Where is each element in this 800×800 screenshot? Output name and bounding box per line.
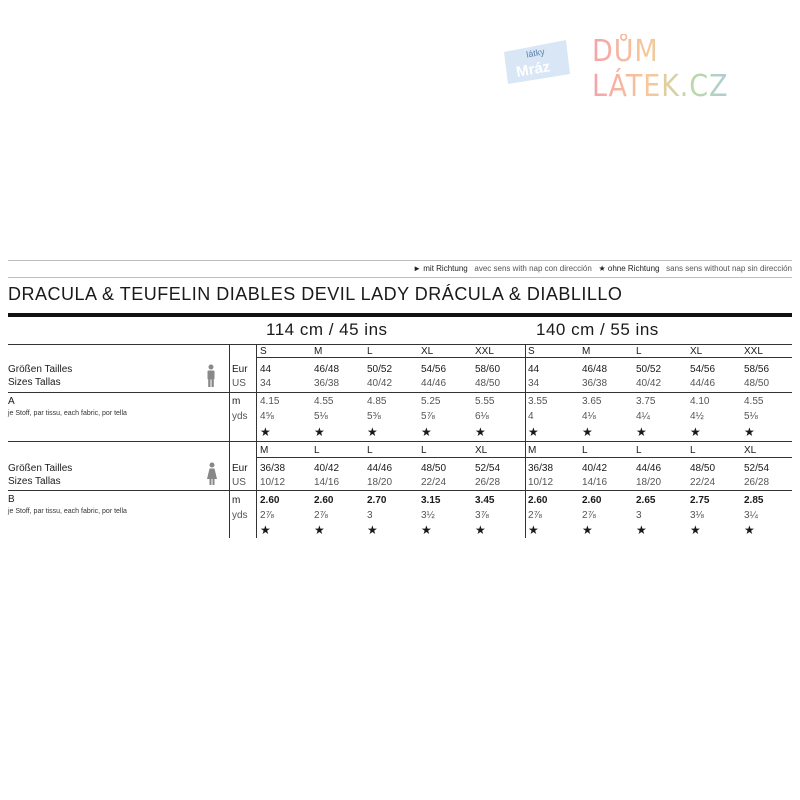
section-b-eur-140-cell: 44/46 [636, 463, 662, 474]
section-a-us-114-cell: 48/50 [475, 378, 501, 389]
grid-line [8, 392, 792, 393]
section-a-us-140-cell: 48/50 [744, 378, 770, 389]
section-a-letters-140-cell: XL [690, 346, 703, 357]
section-b-us-140-cell: 18/20 [636, 477, 662, 488]
section-a-letters-114-cell: M [314, 346, 323, 357]
section-b-m-114-cell: 3.15 [421, 495, 441, 506]
section-a-eur-140-cell: 50/52 [636, 364, 662, 375]
section-b-eur-140-cell: 40/42 [582, 463, 608, 474]
section-b-letters-140-cell: L [636, 445, 642, 456]
width-140-header: 140 cm / 55 ins [536, 320, 659, 339]
section-b-eur-140-cell: 36/38 [528, 463, 554, 474]
section-a-stars-114-cell: ★ [314, 425, 325, 439]
section-a-yds-140-cell: 4 [528, 411, 534, 422]
section-a-eur-114-cell: 50/52 [367, 364, 393, 375]
section-a-stars-114-cell: ★ [421, 425, 432, 439]
section-b-letters-114-cell: L [314, 445, 320, 456]
section-a-us-140-cell: 40/42 [636, 378, 662, 389]
section-b-letters-140-cell: XL [744, 445, 757, 456]
section-b-eur-114-cell: 48/50 [421, 463, 447, 474]
section-a-m-140-cell: 3.65 [582, 396, 602, 407]
section-b-letters-140-cell: L [690, 445, 696, 456]
section-a-stars-140-cell: ★ [690, 425, 701, 439]
section-b-yds-114-cell: 3⅞ [475, 510, 489, 521]
section-b-stars-114-cell: ★ [260, 523, 271, 537]
section-b-us-140-cell: 14/16 [582, 477, 608, 488]
section-a-stars-114-cell: ★ [260, 425, 271, 439]
section-a-m-114-cell: 5.25 [421, 396, 441, 407]
section-b-yds-114-cell: 3½ [421, 510, 435, 521]
section-b-m-140-cell: 2.65 [636, 495, 656, 506]
section-b-stars-114-cell: ★ [314, 523, 325, 537]
section-a-yds-140-cell: 4⅛ [582, 411, 596, 422]
grid-line [8, 490, 792, 491]
section-a-m-114-cell: 4.15 [260, 396, 280, 407]
section-a-stars-140-cell: ★ [744, 425, 755, 439]
man-figure-icon [205, 364, 217, 388]
section-b-yds-140-cell: 2⅞ [528, 510, 542, 521]
legend-rule [8, 277, 792, 278]
section-b-eur-140-cell: 52/54 [744, 463, 770, 474]
section-a-m-140-cell: 3.55 [528, 396, 548, 407]
section-b-eur-114-cell: 52/54 [475, 463, 501, 474]
eur-unit-b: Eur [232, 463, 248, 474]
section-a-yds-114-cell: 4⅝ [260, 411, 274, 422]
section-b-us-114-cell: 10/12 [260, 477, 286, 488]
section-b-us-140-cell: 26/28 [744, 477, 770, 488]
section-b-m-114-cell: 2.60 [314, 495, 334, 506]
section-b-yds-140-cell: 3 [636, 510, 642, 521]
section-b-letters-140-cell: L [582, 445, 588, 456]
grid-line [8, 441, 792, 442]
section-b-m-114-cell: 3.45 [475, 495, 495, 506]
section-a-us-114-cell: 36/38 [314, 378, 340, 389]
section-a-us-114-cell: 34 [260, 378, 272, 389]
section-a-yds-140-cell: 4½ [690, 411, 704, 422]
section-b-yds-140-cell: 2⅞ [582, 510, 596, 521]
section-b-m-140-cell: 2.60 [582, 495, 602, 506]
eur-unit-a: Eur [232, 364, 248, 375]
section-b-us-114-cell: 18/20 [367, 477, 393, 488]
section-b-m-140-cell: 2.85 [744, 495, 764, 506]
section-a-yds-140-cell: 4¼ [636, 411, 650, 422]
pattern-title: DRACULA & TEUFELIN DIABLES DEVIL LADY DRÁCULA & DIABLILLO [8, 284, 623, 304]
section-b-eur-140-cell: 48/50 [690, 463, 716, 474]
nap-label-de: mit Richtung [423, 264, 468, 273]
section-b-yds-114-cell: 2⅞ [314, 510, 328, 521]
grid-line [256, 357, 792, 358]
section-a-us-114-cell: 40/42 [367, 378, 393, 389]
section-b-m-114-cell: 2.70 [367, 495, 387, 506]
section-b-m-114-cell: 2.60 [260, 495, 280, 506]
section-a-eur-140-cell: 44 [528, 364, 540, 375]
yds-unit-a: yds [232, 411, 248, 422]
section-b-us-114-cell: 26/28 [475, 477, 501, 488]
sizes-label-b-2: Sizes Tallas [8, 476, 61, 487]
section-b-yds-140-cell: 3¼ [744, 510, 758, 521]
section-a-us-140-cell: 36/38 [582, 378, 608, 389]
section-b-letters-114-cell: L [367, 445, 373, 456]
section-a-letters-114-cell: XL [421, 346, 434, 357]
section-a-letters-114-cell: L [367, 346, 373, 357]
section-b-stars-114-cell: ★ [421, 523, 432, 537]
section-a-letters-140-cell: L [636, 346, 642, 357]
latky-mraz-logo [500, 34, 572, 86]
section-a-letters-114-cell: XXL [475, 346, 494, 357]
section-b-m-140-cell: 2.60 [528, 495, 548, 506]
view-a-label: A [8, 396, 15, 407]
section-b-us-114-cell: 22/24 [421, 477, 447, 488]
section-a-m-114-cell: 4.55 [314, 396, 334, 407]
section-a-eur-140-cell: 54/56 [690, 364, 716, 375]
section-b-letters-140-cell: M [528, 445, 537, 456]
section-a-yds-114-cell: 5⅜ [367, 411, 381, 422]
section-a-eur-114-cell: 46/48 [314, 364, 340, 375]
dum-latek-logo: DŮM LÁTEK.CZ [592, 34, 779, 104]
section-b-stars-140-cell: ★ [636, 523, 647, 537]
nonap-marker: ★ [598, 264, 606, 273]
section-a-stars-140-cell: ★ [582, 425, 593, 439]
sizes-label-a-2: Sizes Tallas [8, 377, 61, 388]
section-a-eur-114-cell: 58/60 [475, 364, 501, 375]
section-b-yds-140-cell: 3⅛ [690, 510, 704, 521]
section-a-eur-140-cell: 46/48 [582, 364, 608, 375]
section-b-m-140-cell: 2.75 [690, 495, 710, 506]
nonap-label-de: ohne Richtung [607, 264, 660, 273]
section-a-eur-114-cell: 44 [260, 364, 272, 375]
section-a-stars-114-cell: ★ [475, 425, 486, 439]
section-a-m-140-cell: 4.55 [744, 396, 764, 407]
section-a-stars-114-cell: ★ [367, 425, 378, 439]
section-a-us-140-cell: 34 [528, 378, 540, 389]
yds-unit-b: yds [232, 510, 248, 521]
section-a-eur-114-cell: 54/56 [421, 364, 447, 375]
section-b-yds-114-cell: 2⅞ [260, 510, 274, 521]
section-a-yds-114-cell: 5⅛ [314, 411, 328, 422]
section-b-letters-114-cell: XL [475, 445, 488, 456]
section-a-m-140-cell: 4.10 [690, 396, 710, 407]
section-b-stars-140-cell: ★ [528, 523, 539, 537]
sizes-label-b-1: Größen Tailles [8, 463, 73, 474]
section-a-stars-140-cell: ★ [636, 425, 647, 439]
section-b-us-114-cell: 14/16 [314, 477, 340, 488]
section-b-eur-114-cell: 40/42 [314, 463, 340, 474]
woman-figure-icon [205, 462, 219, 486]
section-a-letters-140-cell: M [582, 346, 591, 357]
section-b-stars-140-cell: ★ [744, 523, 755, 537]
us-unit-b: US [232, 477, 246, 488]
section-a-yds-114-cell: 5⅞ [421, 411, 435, 422]
section-b-stars-140-cell: ★ [582, 523, 593, 537]
m-unit-a: m [232, 396, 241, 407]
mraz-logo-line1: látky [525, 46, 546, 60]
nap-label-rest: avec sens with nap con dirección [474, 264, 592, 273]
title-rule [8, 313, 792, 317]
section-a-yds-140-cell: 5⅛ [744, 411, 758, 422]
section-a-m-140-cell: 3.75 [636, 396, 656, 407]
section-a-m-114-cell: 4.85 [367, 396, 387, 407]
nonap-label-rest: sans sens without nap sin dirección [666, 264, 792, 273]
fabric-note-b: je Stoff, par tissu, each fabric, por tella [8, 508, 127, 515]
section-b-eur-114-cell: 44/46 [367, 463, 393, 474]
section-b-us-140-cell: 22/24 [690, 477, 716, 488]
section-b-stars-140-cell: ★ [690, 523, 701, 537]
nap-marker: ► [413, 264, 422, 273]
section-a-us-140-cell: 44/46 [690, 378, 716, 389]
section-a-stars-140-cell: ★ [528, 425, 539, 439]
section-a-yds-114-cell: 6⅛ [475, 411, 489, 422]
width-114-header: 114 cm / 45 ins [266, 320, 388, 339]
section-b-stars-114-cell: ★ [367, 523, 378, 537]
section-a-m-114-cell: 5.55 [475, 396, 495, 407]
grid-line [256, 457, 792, 458]
sizes-label-a-1: Größen Tailles [8, 364, 73, 375]
section-a-letters-140-cell: XXL [744, 346, 763, 357]
section-b-eur-114-cell: 36/38 [260, 463, 286, 474]
fabric-note-a: je Stoff, par tissu, each fabric, por tella [8, 410, 127, 417]
section-b-letters-114-cell: L [421, 445, 427, 456]
m-unit-b: m [232, 495, 241, 506]
view-b-label: B [8, 494, 15, 505]
nap-legend [413, 264, 792, 273]
grid-line [8, 344, 792, 345]
section-a-letters-114-cell: S [260, 346, 267, 357]
section-b-us-140-cell: 10/12 [528, 477, 554, 488]
section-b-stars-114-cell: ★ [475, 523, 486, 537]
section-a-letters-140-cell: S [528, 346, 535, 357]
section-a-eur-140-cell: 58/56 [744, 364, 770, 375]
section-a-us-114-cell: 44/46 [421, 378, 447, 389]
mraz-logo-line2: Mráz [514, 58, 552, 81]
section-b-yds-114-cell: 3 [367, 510, 373, 521]
section-b-letters-114-cell: M [260, 445, 269, 456]
us-unit-a: US [232, 378, 246, 389]
top-rule [8, 260, 792, 261]
